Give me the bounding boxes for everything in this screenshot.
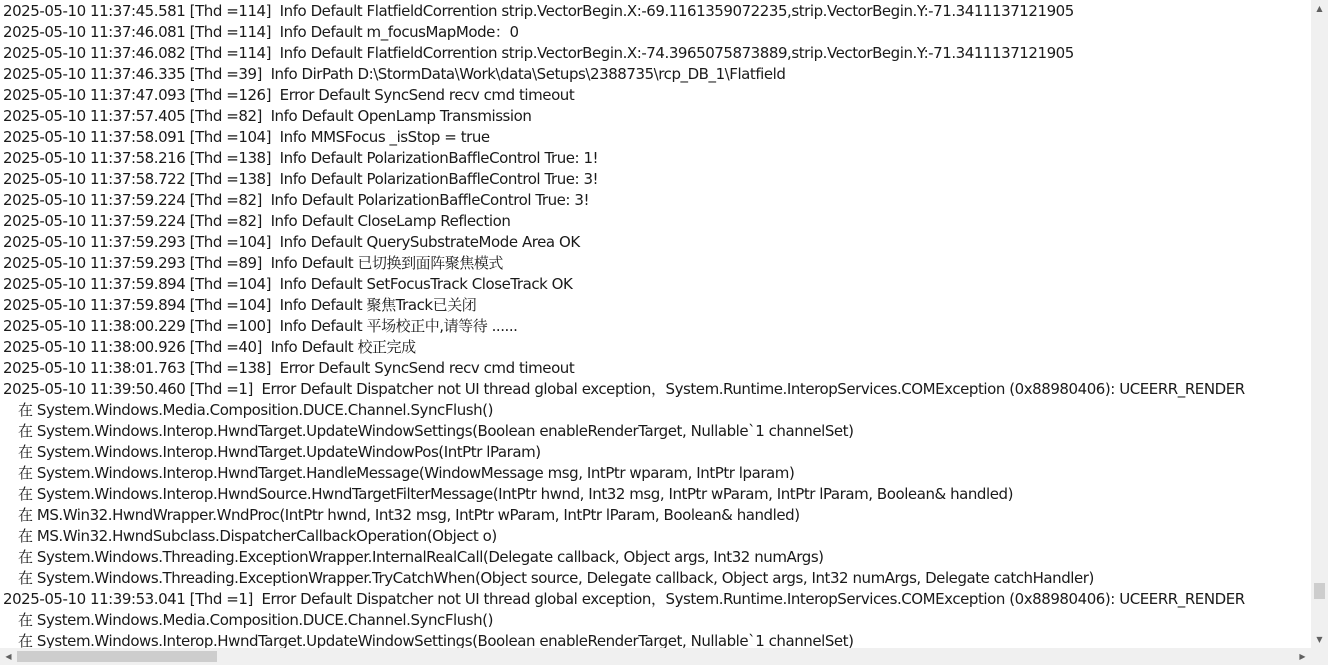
stack-trace-line: 在 System.Windows.Media.Composition.DUCE.Channel.SyncFlush() <box>18 401 493 419</box>
vertical-scroll-thumb[interactable] <box>1314 583 1325 599</box>
log-entry-line: 2025-05-10 11:38:00.229 [Thd =100] Info Default 平场校正中,请等待 ...... <box>3 317 518 335</box>
log-entry-line: 2025-05-10 11:37:59.894 [Thd =104] Info Default 聚焦Track已关闭 <box>3 296 477 314</box>
log-entry-line: 2025-05-10 11:37:45.581 [Thd =114] Info Default FlatfieldCorrention strip.VectorBegin.X:-69.1161359072235,strip.VectorBegin.Y:-71.3411137121905 <box>3 2 1074 20</box>
horizontal-scrollbar[interactable] <box>0 648 1311 665</box>
scrollbar-corner <box>1311 648 1328 665</box>
log-entry-line: 2025-05-10 11:37:59.293 [Thd =104] Info Default QuerySubstrateMode Area OK <box>3 233 580 251</box>
log-entry-line: 2025-05-10 11:37:58.216 [Thd =138] Info Default PolarizationBaffleControl True: 1! <box>3 149 599 167</box>
stack-trace-line: 在 System.Windows.Threading.ExceptionWrapper.InternalRealCall(Delegate callback, Object args, Int32 numArgs) <box>18 548 824 566</box>
log-entry-line: 2025-05-10 11:39:50.460 [Thd =1] Error Default Dispatcher not UI thread global exception，System.Runtime.InteropServices.COMException (0x88980406): UCEERR_RENDER <box>3 380 1245 398</box>
log-entry-line: 2025-05-10 11:37:58.091 [Thd =104] Info MMSFocus _isStop = true <box>3 128 490 146</box>
log-entry-line: 2025-05-10 11:39:53.041 [Thd =1] Error Default Dispatcher not UI thread global exception，System.Runtime.InteropServices.COMException (0x88980406): UCEERR_RENDER <box>3 590 1245 608</box>
stack-trace-line: 在 System.Windows.Threading.ExceptionWrapper.TryCatchWhen(Object source, Delegate callback, Object args, Int32 numArgs, Delegate catchHandler) <box>18 569 1094 587</box>
scroll-left-arrow-icon[interactable]: ◀ <box>5 652 12 661</box>
log-entry-line: 2025-05-10 11:37:59.224 [Thd =82] Info Default PolarizationBaffleControl True: 3! <box>3 191 590 209</box>
horizontal-scroll-thumb[interactable] <box>17 651 217 662</box>
stack-trace-line: 在 System.Windows.Interop.HwndTarget.HandleMessage(WindowMessage msg, IntPtr wparam, IntPtr lparam) <box>18 464 795 482</box>
log-entry-line: 2025-05-10 11:37:58.722 [Thd =138] Info Default PolarizationBaffleControl True: 3! <box>3 170 599 188</box>
log-entry-line: 2025-05-10 11:37:47.093 [Thd =126] Error Default SyncSend recv cmd timeout <box>3 86 575 104</box>
log-entry-line: 2025-05-10 11:37:59.894 [Thd =104] Info Default SetFocusTrack CloseTrack OK <box>3 275 573 293</box>
scroll-down-arrow-icon[interactable]: ▼ <box>1316 635 1323 644</box>
stack-trace-line: 在 MS.Win32.HwndWrapper.WndProc(IntPtr hwnd, Int32 msg, IntPtr wParam, IntPtr lParam, Boolean& handled) <box>18 506 800 524</box>
log-entry-line: 2025-05-10 11:38:01.763 [Thd =138] Error Default SyncSend recv cmd timeout <box>3 359 575 377</box>
log-entry-line: 2025-05-10 11:38:00.926 [Thd =40] Info Default 校正完成 <box>3 338 416 356</box>
stack-trace-line: 在 System.Windows.Media.Composition.DUCE.Channel.SyncFlush() <box>18 611 493 629</box>
stack-trace-line: 在 System.Windows.Interop.HwndSource.HwndTargetFilterMessage(IntPtr hwnd, Int32 msg, IntPtr wParam, IntPtr lParam, Boolean& handled) <box>18 485 1013 503</box>
log-lines <box>3 1 1308 648</box>
stack-trace-line: 在 MS.Win32.HwndSubclass.DispatcherCallbackOperation(Object o) <box>18 527 497 545</box>
stack-trace-line: 在 System.Windows.Interop.HwndTarget.UpdateWindowSettings(Boolean enableRenderTarget, Nullable`1 channelSet) <box>18 632 854 648</box>
scroll-right-arrow-icon[interactable]: ▶ <box>1299 652 1306 661</box>
log-entry-line: 2025-05-10 11:37:59.224 [Thd =82] Info Default CloseLamp Reflection <box>3 212 511 230</box>
vertical-scrollbar[interactable] <box>1311 0 1328 648</box>
log-entry-line: 2025-05-10 11:37:46.082 [Thd =114] Info Default FlatfieldCorrention strip.VectorBegin.X:-74.3965075873889,strip.VectorBegin.Y:-71.3411137121905 <box>3 44 1074 62</box>
log-entry-line: 2025-05-10 11:37:46.335 [Thd =39] Info DirPath D:\StormData\Work\data\Setups\2388735\rcp_DB_1\Flatfield <box>3 65 786 83</box>
scroll-up-arrow-icon[interactable]: ▲ <box>1316 4 1323 13</box>
log-entry-line: 2025-05-10 11:37:59.293 [Thd =89] Info Default 已切换到面阵聚焦模式 <box>3 254 503 272</box>
stack-trace-line: 在 System.Windows.Interop.HwndTarget.UpdateWindowPos(IntPtr lParam) <box>18 443 541 461</box>
log-entry-line: 2025-05-10 11:37:46.081 [Thd =114] Info Default m_focusMapMode：0 <box>3 23 519 41</box>
log-entry-line: 2025-05-10 11:37:57.405 [Thd =82] Info Default OpenLamp Transmission <box>3 107 532 125</box>
stack-trace-line: 在 System.Windows.Interop.HwndTarget.UpdateWindowSettings(Boolean enableRenderTarget, Nullable`1 channelSet) <box>18 422 854 440</box>
